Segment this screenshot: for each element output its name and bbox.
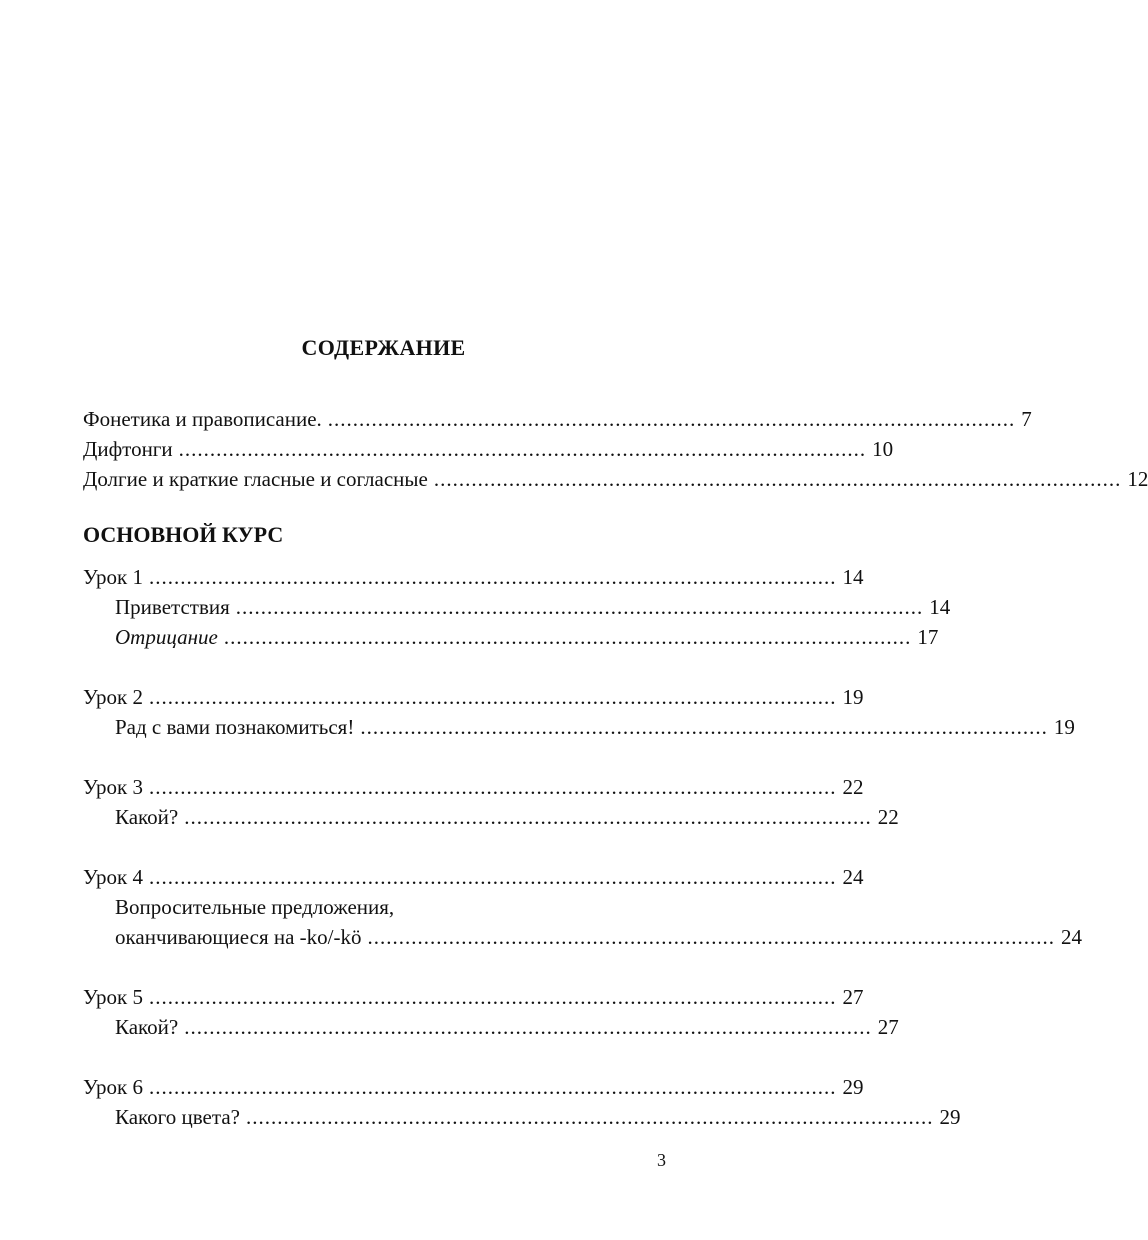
toc-entry-page: 24 (842, 865, 864, 889)
toc-entry-page: 29 (939, 1105, 961, 1129)
toc-entry-label: Дифтонги (83, 437, 173, 461)
section-heading: ОСНОВНОЙ КУРС (83, 522, 284, 547)
dot-leader: .............................................................................................................. (184, 805, 872, 829)
dot-leader: .............................................................................................................. (223, 625, 912, 649)
toc-entry-page: 22 (842, 775, 864, 799)
dot-leader: .............................................................................................................. (360, 715, 1048, 739)
toc-entry-label: Урок 4 (83, 865, 143, 889)
page-title: СОДЕРЖАНИЕ (301, 335, 466, 360)
toc-entry-page: 19 (1053, 715, 1075, 739)
page-number: 3 (657, 1150, 666, 1170)
toc-entry-label: Какого цвета? (115, 1105, 240, 1129)
toc-entry-page: 29 (842, 1075, 864, 1099)
toc-entry-label: Урок 6 (83, 1075, 143, 1099)
toc-entry-label: Урок 2 (83, 685, 143, 709)
dot-leader: .............................................................................................................. (148, 685, 837, 709)
toc-entry-negation (115, 622, 939, 652)
toc-entry-lesson-4 (83, 862, 864, 892)
toc-entry-lesson-6 (83, 1072, 864, 1102)
dot-leader: .............................................................................................................. (327, 407, 1016, 431)
toc-entry-which-1 (115, 802, 899, 832)
toc-entry-page: 24 (1061, 925, 1083, 949)
toc-entry-label: Какой? (115, 805, 179, 829)
toc-entry-questions (115, 922, 1083, 952)
toc-entry-page: 12 (1127, 467, 1148, 491)
toc-entry-label: Какой? (115, 1015, 179, 1039)
toc-entry-page: 7 (1021, 407, 1032, 431)
toc-entry-diphthongs (83, 434, 894, 464)
toc-entry-label: Урок 3 (83, 775, 143, 799)
toc-entry-which-2 (115, 1012, 899, 1042)
toc-entry-page: 19 (842, 685, 864, 709)
dot-leader: .............................................................................................................. (178, 437, 867, 461)
dot-leader: .............................................................................................................. (184, 1015, 872, 1039)
toc-entry-lesson-3 (83, 772, 864, 802)
toc-entry-phonetics (83, 404, 1032, 434)
dot-leader: .............................................................................................................. (148, 775, 837, 799)
dot-leader: .............................................................................................................. (148, 865, 837, 889)
dot-leader: .............................................................................................................. (235, 595, 924, 619)
toc-entry-label: Отрицание (115, 625, 218, 649)
dot-leader: .............................................................................................................. (148, 565, 837, 589)
toc-entry-label: Рад с вами познакомиться! (115, 715, 355, 739)
toc-entry-page: 27 (877, 1015, 899, 1039)
dot-leader: .............................................................................................................. (367, 925, 1056, 949)
toc-entry-vowels (83, 464, 1148, 494)
toc-entry-label: Урок 1 (83, 565, 143, 589)
dot-leader: .............................................................................................................. (245, 1105, 934, 1129)
toc-entry-lesson-5 (83, 982, 864, 1012)
toc-entry-page: 10 (872, 437, 894, 461)
toc-entry-page: 27 (842, 985, 864, 1009)
dot-leader: .............................................................................................................. (433, 467, 1122, 491)
toc-entry-label: оканчивающиеся на -ko/-kö (115, 925, 362, 949)
dot-leader: .............................................................................................................. (148, 1075, 837, 1099)
toc-entry-label: Фонетика и правописание. (83, 407, 322, 431)
toc-entry-page: 17 (917, 625, 939, 649)
toc-entry-label: Урок 5 (83, 985, 143, 1009)
toc-entry-page: 22 (877, 805, 899, 829)
toc-entry-label: Долгие и краткие гласные и согласные (83, 467, 428, 491)
toc-entry-page: 14 (842, 565, 864, 589)
toc-entry-greetings (115, 592, 951, 622)
dot-leader: .............................................................................................................. (148, 985, 837, 1009)
toc-entry-lesson-2 (83, 682, 864, 712)
toc-entry-page: 14 (929, 595, 951, 619)
toc-entry-lesson-1 (83, 562, 864, 592)
toc-entry-questions-line1: Вопросительные предложения, (115, 895, 395, 919)
toc-entry-nice-to-meet (115, 712, 1075, 742)
toc-entry-what-color (115, 1102, 961, 1132)
toc-entry-label: Приветствия (115, 595, 230, 619)
